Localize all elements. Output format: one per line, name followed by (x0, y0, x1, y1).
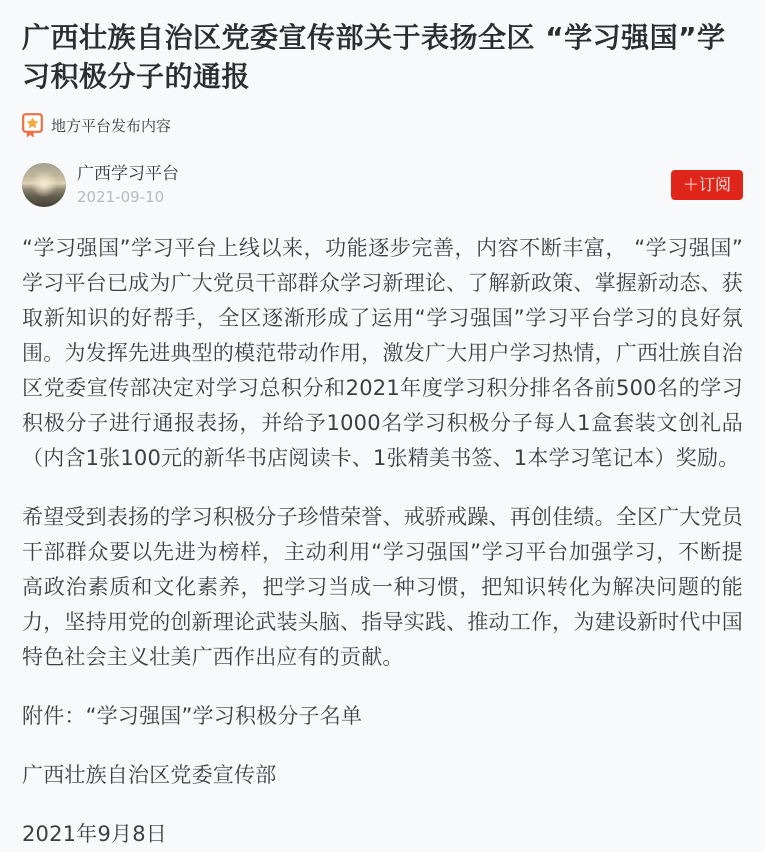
source-tag-label: 地方平台发布内容 (51, 117, 172, 135)
body-paragraph-1: “学习强国”学习平台上线以来，功能逐步完善，内容不断丰富， “学习强国”学习平台已成为广大党员干部群众学习新理论、了解新政策、掌握新动态、获取新知识的好帮手，全区逐渐形成了运用“学习强国”学习平台学习的良好氛围。为发挥先进典型的模范带动作用，激发广大用户学习热情，广西壮族自治区党委宣传部决定对学习总积分和2021年度学习积分排名各前500名的学习积极分子进行通报表扬，并给予1000名学习积极分子每人1盒套装文创礼品（内含1张100元的新华书店阅读卡、1张精美书签、1本学习笔记本）奖励。 (22, 236, 743, 470)
author-row (22, 163, 743, 207)
body-paragraph-2: 希望受到表扬的学习积极分子珍惜荣誉、戒骄戒躁、再创佳绩。全区广大党员干部群众要以先进为榜样，主动利用“学习强国”学习平台加强学习，不断提高政治素质和文化素养，把学习当成一种习惯，把知识转化为解决问题的能力，坚持用党的创新理论武装头脑、指导实践、推动工作，为建设新时代中国特色社会主义壮美广西作出应有的贡献。 (22, 505, 743, 669)
article-body (22, 231, 743, 852)
signature-line: 广西壮族自治区党委宣传部 (22, 763, 277, 787)
attachment-line: 附件：“学习强国”学习积极分子名单 (22, 704, 363, 728)
signature-date: 2021年9月8日 (22, 822, 167, 846)
publish-date: 2021-09-10 (77, 188, 165, 206)
author-name[interactable]: 广西学习平台 (77, 164, 179, 184)
author-meta (77, 164, 671, 206)
subscribe-button[interactable]: ＋订阅 (671, 170, 743, 200)
avatar[interactable] (22, 163, 66, 207)
source-tag (22, 113, 743, 138)
article-title: 广西壮族自治区党委宣传部关于表扬全区 “学习强国”学习积极分子的通报 (22, 21, 726, 93)
bookmark-star-icon (22, 113, 43, 138)
